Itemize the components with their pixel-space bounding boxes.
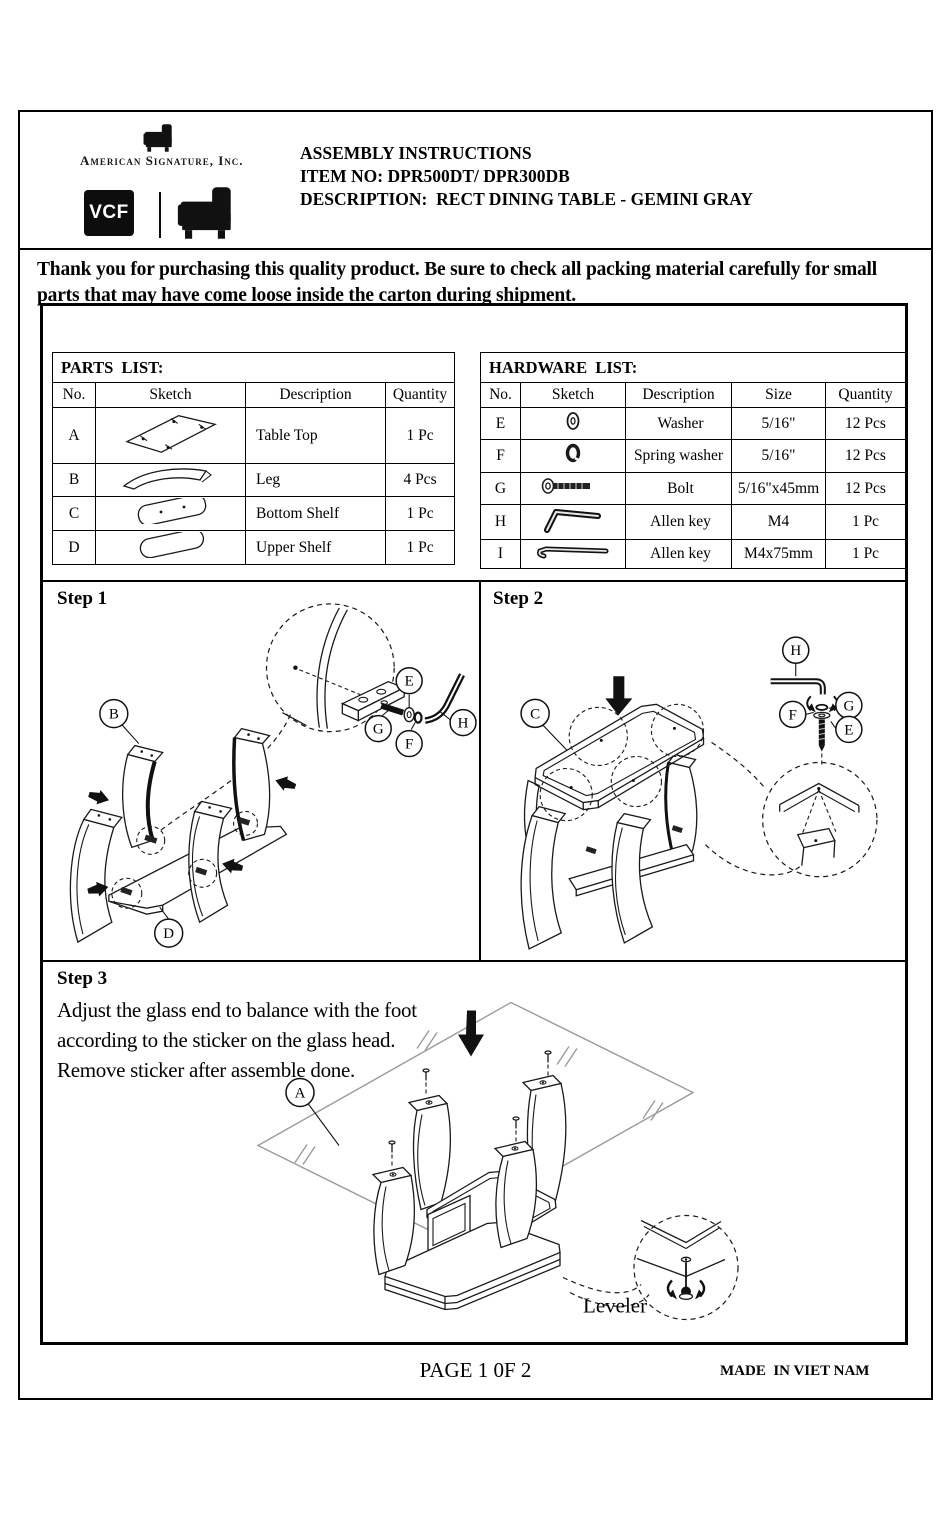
callout-h <box>440 710 476 736</box>
header-divider <box>20 248 931 250</box>
table-row <box>481 540 906 569</box>
svg-text:E: E <box>404 673 414 690</box>
callout-f <box>780 701 814 727</box>
part-description: Leg <box>246 464 386 497</box>
svg-text:C: C <box>530 706 541 723</box>
svg-text:B: B <box>108 706 119 723</box>
hw-no: G <box>481 473 521 505</box>
upper-shelf-sketch <box>116 532 226 558</box>
leg-drawing <box>373 1168 414 1275</box>
hw-quantity: 1 Pc <box>826 505 906 540</box>
col-sketch: Sketch <box>521 383 626 408</box>
col-sketch: Sketch <box>96 383 246 408</box>
hw-quantity: 12 Pcs <box>826 440 906 473</box>
table-row <box>481 440 906 473</box>
callout-h <box>783 637 809 676</box>
step2-diagram <box>481 582 905 960</box>
detail-leader <box>712 742 764 786</box>
table-row <box>53 464 455 497</box>
spring-washer-sketch <box>553 441 593 466</box>
hw-no: E <box>481 408 521 440</box>
col-size: Size <box>732 383 826 408</box>
hw-description: Allen key <box>626 540 732 569</box>
step1-diagram <box>43 582 479 960</box>
hardware-list-title: HARDWARE LIST: <box>481 353 906 383</box>
callout-f <box>396 723 422 757</box>
step1-label: Step 1 <box>57 588 108 609</box>
svg-text:F: F <box>788 707 797 724</box>
table-row <box>53 497 455 531</box>
part-quantity: 1 Pc <box>386 497 455 531</box>
step2-label: Step 2 <box>493 588 544 609</box>
hw-description: Spring washer <box>626 440 732 473</box>
svg-text:G: G <box>372 721 384 738</box>
leg-sketch <box>116 465 226 490</box>
hw-quantity: 12 Pcs <box>826 408 906 440</box>
table-row <box>481 473 906 505</box>
item-number: ITEM NO: DPR500DT/ DPR300DB <box>300 166 570 186</box>
svg-text:G: G <box>843 698 855 715</box>
part-no: A <box>53 408 96 464</box>
detail-leader <box>563 1278 641 1293</box>
leg-drawing <box>123 746 163 848</box>
callout-a <box>286 1079 339 1146</box>
hw-no: F <box>481 440 521 473</box>
svg-text:H: H <box>790 643 802 660</box>
bottom-shelf-sketch <box>116 498 226 524</box>
notice-paragraph: Thank you for purchasing this quality product. Be sure to check all packing material carefully for small parts that may have come loose inside the carton during shipment. <box>37 259 877 306</box>
hw-description: Washer <box>626 408 732 440</box>
hw-size: M4x75mm <box>732 540 826 569</box>
bolt-washer-assembly <box>771 681 838 765</box>
svg-text:H: H <box>457 715 469 732</box>
leg-drawing <box>612 814 652 943</box>
step3-instructions: Adjust the glass end to balance with the foot according to the sticker on the glass head. Remove sticker after assemble done. <box>57 998 417 1082</box>
detail-bubble <box>763 762 877 876</box>
leg-drawing <box>70 809 121 942</box>
armchair-icon <box>142 123 174 153</box>
washer-sketch <box>553 409 593 433</box>
callout-d <box>155 907 183 947</box>
part-quantity: 4 Pcs <box>386 464 455 497</box>
table-row <box>481 505 906 540</box>
hw-size: M4 <box>732 505 826 540</box>
hw-size: 5/16" <box>732 408 826 440</box>
logo-divider <box>159 192 161 238</box>
part-description: Table Top <box>246 408 386 464</box>
callout-b <box>100 700 139 744</box>
step2-panel <box>481 582 905 960</box>
page-border <box>18 110 933 1400</box>
part-quantity: 1 Pc <box>386 408 455 464</box>
armchair-icon <box>175 185 235 241</box>
leg-drawing <box>521 807 565 949</box>
table-row <box>481 408 906 440</box>
page-number: PAGE 1 0F 2 <box>419 1358 532 1382</box>
hw-quantity: 1 Pc <box>826 540 906 569</box>
made-in-label: MADE IN VIET NAM <box>720 1363 870 1379</box>
allen-key-sketch <box>540 506 606 533</box>
leg-drawing <box>495 1142 536 1248</box>
table-header-row <box>481 383 906 408</box>
part-no: C <box>53 497 96 531</box>
col-quantity: Quantity <box>386 383 455 408</box>
steps-row <box>43 580 905 960</box>
title-block <box>300 142 753 211</box>
part-no: B <box>53 464 96 497</box>
hw-size: 5/16"x45mm <box>732 473 826 505</box>
col-quantity: Quantity <box>826 383 906 408</box>
hw-description: Bolt <box>626 473 732 505</box>
detail-leader <box>706 845 800 875</box>
bolt-sketch <box>538 474 608 498</box>
table-top-sketch <box>112 409 230 457</box>
hw-no: I <box>481 540 521 569</box>
leg-drawing <box>234 729 270 841</box>
vcf-logo-text: VCF <box>89 202 129 223</box>
hw-description: Allen key <box>626 505 732 540</box>
vcf-logo <box>84 190 134 236</box>
svg-text:D: D <box>163 926 175 943</box>
brand-name: American Signature, Inc. <box>80 153 244 168</box>
step3-label: Step 3 <box>57 968 108 989</box>
callout-e <box>831 716 862 742</box>
parts-list-title: PARTS LIST: <box>53 353 455 383</box>
step3-panel <box>43 960 905 1342</box>
col-description: Description <box>246 383 386 408</box>
allen-key-long-sketch <box>534 542 612 562</box>
callout-c <box>521 699 567 750</box>
table-header-row <box>53 383 455 408</box>
table-row <box>53 531 455 565</box>
hw-no: H <box>481 505 521 540</box>
part-description: Upper Shelf <box>246 531 386 565</box>
svg-text:F: F <box>404 736 414 753</box>
hw-quantity: 12 Pcs <box>826 473 906 505</box>
part-description: Bottom Shelf <box>246 497 386 531</box>
col-no: No. <box>481 383 521 408</box>
col-description: Description <box>626 383 732 408</box>
col-no: No. <box>53 383 96 408</box>
leveler-label: Leveler <box>583 1293 648 1318</box>
leveler-detail-bubble <box>634 1216 738 1320</box>
part-no: D <box>53 531 96 565</box>
part-quantity: 1 Pc <box>386 531 455 565</box>
hardware-list-table <box>480 352 906 569</box>
down-arrow <box>458 1011 484 1057</box>
doc-title: ASSEMBLY INSTRUCTIONS <box>300 143 532 163</box>
content-box <box>40 303 908 1345</box>
leg-drawing <box>409 1096 450 1210</box>
table-row <box>53 408 455 464</box>
hw-size: 5/16" <box>732 440 826 473</box>
detail-bubble <box>266 604 404 732</box>
svg-text:E: E <box>844 722 854 739</box>
step1-panel <box>43 582 481 960</box>
item-description: DESCRIPTION: RECT DINING TABLE - GEMINI GRAY <box>300 189 753 209</box>
svg-text:A: A <box>294 1085 306 1102</box>
callout-e <box>396 668 422 708</box>
parts-list-table <box>52 352 455 565</box>
